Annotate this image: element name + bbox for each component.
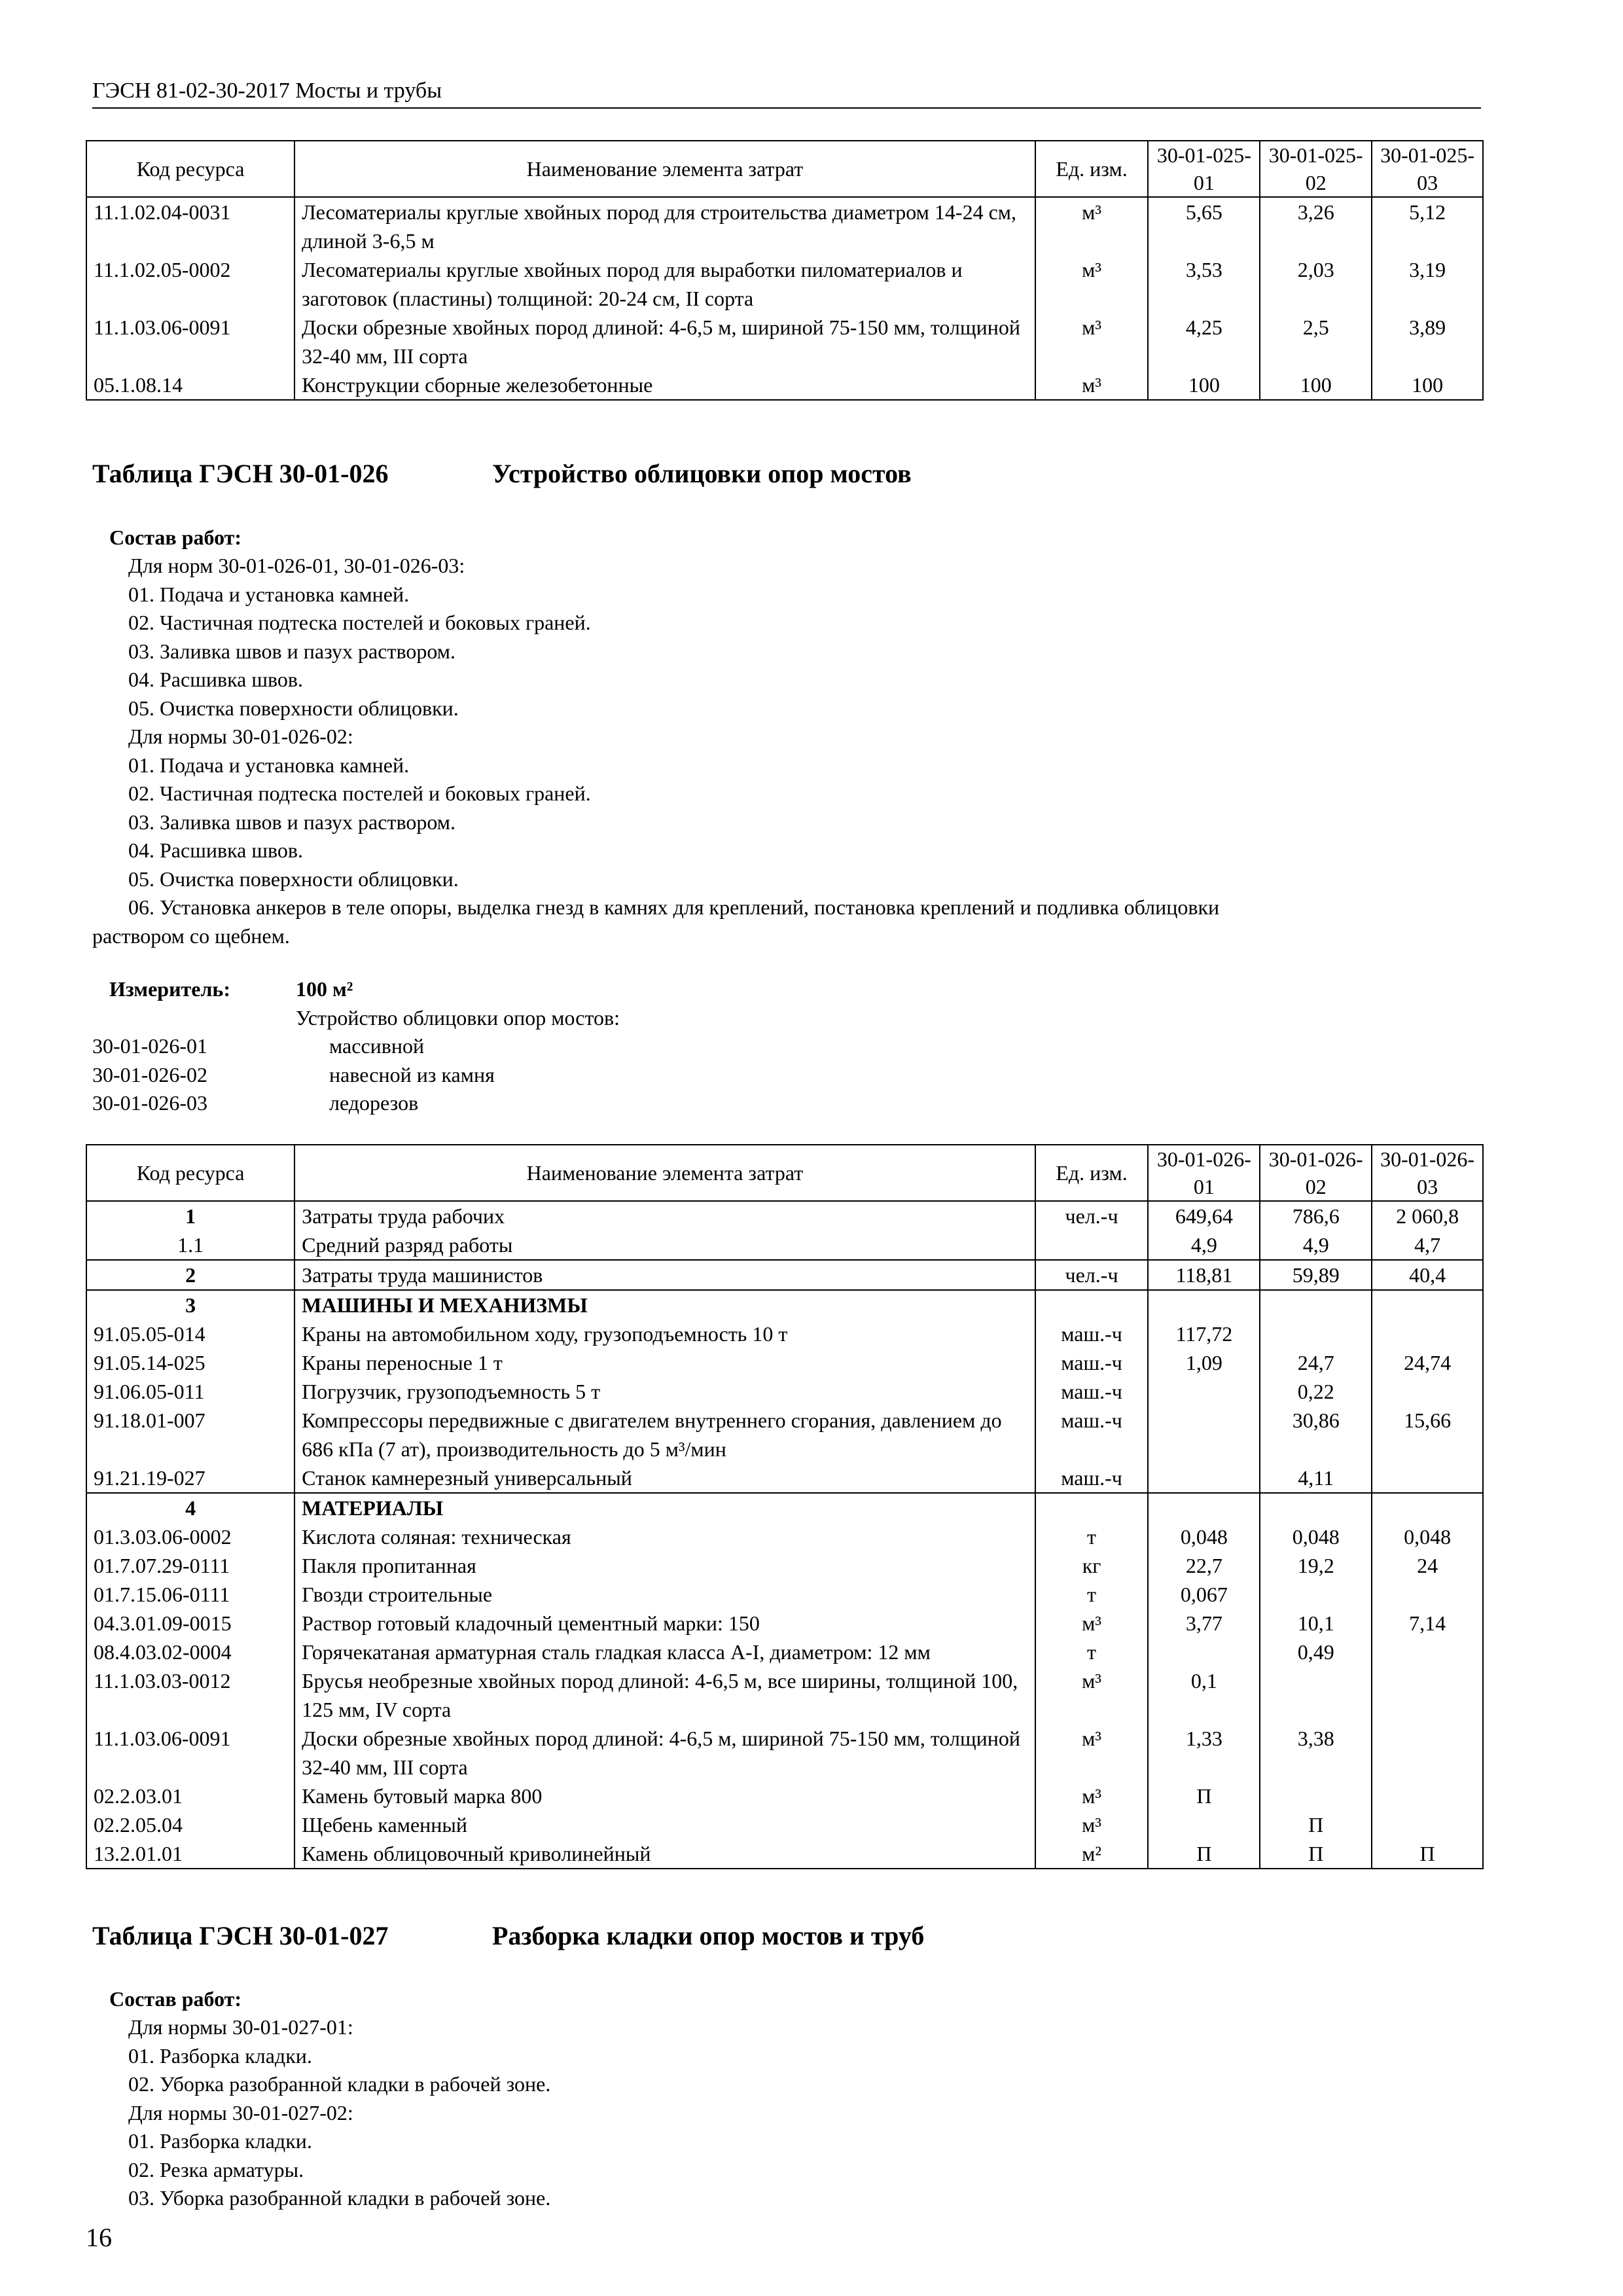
resource-name: Конструкции сборные железобетонные [294,370,1035,400]
value-cell: 117,72 [1148,1319,1260,1348]
resource-code: 02.2.03.01 [86,1782,294,1810]
resource-code: 4 [86,1493,294,1522]
table-row [86,1377,1483,1406]
value-cell: 0,067 [1148,1580,1260,1609]
table-row [86,1463,1483,1493]
value-cell: П [1260,1839,1372,1869]
value-cell: 118,81 [1148,1260,1260,1290]
resource-name: Средний разряд работы [294,1230,1035,1260]
resource-name: МАТЕРИАЛЫ [294,1493,1035,1522]
value-cell [1148,1638,1260,1666]
table-row [86,370,1483,400]
work-line: Для норм 30-01-026-01, 30-01-026-03: [128,554,465,577]
resource-name: Лесоматериалы круглые хвойных пород для строительства диаметром 14-24 см, длиной 3-6,5 м [294,197,1035,255]
unit-cell [1035,1493,1149,1522]
table-row [86,1580,1483,1609]
col-header: Ед. изм. [1035,1145,1149,1201]
col-header: Код ресурса [86,141,294,197]
value-cell [1260,1319,1372,1348]
col-header: 30-01-025-03 [1372,141,1483,197]
value-cell [1372,1319,1483,1348]
value-cell: П [1260,1810,1372,1839]
resource-code: 11.1.03.06-0091 [86,313,294,370]
unit-cell: маш.-ч [1035,1377,1149,1406]
value-cell: 7,14 [1372,1609,1483,1638]
measure-label: Измеритель: [109,977,230,1001]
resource-code: 08.4.03.02-0004 [86,1638,294,1666]
col-header: Наименование элемента затрат [294,141,1035,197]
unit-cell: маш.-ч [1035,1319,1149,1348]
unit-cell: т [1035,1638,1149,1666]
value-cell [1148,1463,1260,1493]
resource-name: Компрессоры передвижные с двигателем внутреннего сгорания, давлением до 686 кПа (7 ат), производительность до 5 м³/мин [294,1406,1035,1463]
resource-code: 11.1.02.05-0002 [86,255,294,313]
value-cell: 2,03 [1260,255,1372,313]
value-cell: 786,6 [1260,1201,1372,1230]
resource-code: 11.1.02.04-0031 [86,197,294,255]
value-cell: 2 060,8 [1372,1201,1483,1230]
table-row [86,313,1483,370]
table-row [86,1839,1483,1869]
measure-block [92,975,878,1118]
norm-code: 30-01-026-03 [92,1091,207,1115]
work-line: 06. Установка анкеров в теле опоры, выделка гнезд в камнях для креплений, постановка креплений и подливка облицовки [128,895,1220,919]
resource-name: Затраты труда машинистов [294,1260,1035,1290]
resource-name: Брусья необрезные хвойных пород длиной: 4-6,5 м, все ширины, толщиной 100, 125 мм, IV сорта [294,1666,1035,1724]
norm-row [92,1089,878,1118]
work-line: 02. Частичная подтеска постелей и боковых граней. [128,611,591,634]
value-cell: 5,12 [1372,197,1483,255]
resource-code: 91.18.01-007 [86,1406,294,1463]
resource-name: Горячекатаная арматурная сталь гладкая класса А-I, диаметром: 12 мм [294,1638,1035,1666]
value-cell: 649,64 [1148,1201,1260,1230]
page-number: 16 [86,2223,112,2252]
work-line: 01. Подача и установка камней. [128,753,410,777]
value-cell: 4,25 [1148,313,1260,370]
unit-cell: м³ [1035,1724,1149,1782]
unit-cell: м³ [1035,197,1149,255]
table-row [86,1522,1483,1551]
resource-code: 11.1.03.06-0091 [86,1724,294,1782]
table-row [86,1666,1483,1724]
unit-cell: кг [1035,1551,1149,1580]
unit-cell: м³ [1035,1609,1149,1638]
resource-table-026 [86,1144,1484,1869]
unit-cell: м³ [1035,1810,1149,1839]
work-list-026 [92,552,1220,950]
table-row [86,1609,1483,1638]
value-cell: 1,09 [1148,1348,1260,1377]
unit-cell: т [1035,1522,1149,1551]
norm-code: 30-01-026-02 [92,1062,207,1086]
unit-cell: м³ [1035,255,1149,313]
unit-cell: чел.-ч [1035,1260,1149,1290]
value-cell: 3,53 [1148,255,1260,313]
work-line: 04. Расшивка швов. [128,838,303,862]
value-cell [1372,1377,1483,1406]
table-label: Таблица ГЭСН 30-01-026 [92,459,389,488]
work-line: 03. Заливка швов и пазух раствором. [128,639,455,663]
value-cell: 24,74 [1372,1348,1483,1377]
table-name: Устройство облицовки опор мостов [492,459,912,488]
value-cell [1148,1493,1260,1522]
table-row [86,1782,1483,1810]
table-row [86,1290,1483,1319]
work-title: Состав работ: [109,1987,242,2011]
value-cell: 3,26 [1260,197,1372,255]
resource-name: Гвозди строительные [294,1580,1035,1609]
unit-cell: маш.-ч [1035,1348,1149,1377]
table-row [86,197,1483,255]
value-cell: 24 [1372,1551,1483,1580]
resource-name: Кислота соляная: техническая [294,1522,1035,1551]
value-cell: 0,048 [1148,1522,1260,1551]
norm-row [92,1061,878,1090]
resource-code: 2 [86,1260,294,1290]
work-line: 02. Частичная подтеска постелей и боковых граней. [128,781,591,805]
table-header-row [86,1145,1483,1201]
col-header: 30-01-026-02 [1260,1145,1372,1201]
resource-name: Краны переносные 1 т [294,1348,1035,1377]
unit-cell [1035,1230,1149,1260]
norm-desc: навесной из камня [329,1062,495,1086]
work-line: раствором со щебнем. [92,924,290,948]
value-cell: 24,7 [1260,1348,1372,1377]
value-cell [1372,1724,1483,1782]
value-cell [1372,1638,1483,1666]
work-line: 03. Заливка швов и пазух раствором. [128,810,455,834]
work-line: 02. Уборка разобранной кладки в рабочей зоне. [128,2072,551,2096]
value-cell [1260,1290,1372,1319]
resource-table-025 [86,140,1484,401]
work-line: 01. Разборка кладки. [128,2043,312,2068]
work-line: 01. Подача и установка камней. [128,582,410,606]
table-title-027 [92,1920,925,1951]
value-cell: 3,38 [1260,1724,1372,1782]
value-cell: 30,86 [1260,1406,1372,1463]
norm-desc: ледорезов [329,1091,419,1115]
value-cell: 4,9 [1260,1230,1372,1260]
norm-code: 30-01-026-01 [92,1034,207,1058]
work-composition-026 [109,524,241,552]
resource-name: Камень облицовочный криволинейный [294,1839,1035,1869]
value-cell: 0,048 [1260,1522,1372,1551]
unit-cell: т [1035,1580,1149,1609]
resource-name: Лесоматериалы круглые хвойных пород для выработки пиломатериалов и заготовок (пластины) толщиной: 20-24 см, II сорта [294,255,1035,313]
resource-code: 02.2.05.04 [86,1810,294,1839]
unit-cell [1035,1290,1149,1319]
col-header: 30-01-026-03 [1372,1145,1483,1201]
resource-code: 91.21.19-027 [86,1463,294,1493]
unit-cell: м³ [1035,313,1149,370]
resource-code: 01.7.07.29-0111 [86,1551,294,1580]
value-cell: 100 [1260,370,1372,400]
unit-cell: м³ [1035,1666,1149,1724]
resource-name: Щебень каменный [294,1810,1035,1839]
col-header: 30-01-026-01 [1148,1145,1260,1201]
value-cell: 19,2 [1260,1551,1372,1580]
value-cell: 4,11 [1260,1463,1372,1493]
work-line: 02. Резка арматуры. [128,2157,304,2181]
resource-code: 04.3.01.09-0015 [86,1609,294,1638]
value-cell [1148,1377,1260,1406]
table-row [86,1260,1483,1290]
table-row [86,1493,1483,1522]
resource-name: Затраты труда рабочих [294,1201,1035,1230]
unit-cell: м³ [1035,1782,1149,1810]
measure-desc: Устройство облицовки опор мостов: [296,1005,620,1030]
work-line: 03. Уборка разобранной кладки в рабочей зоне. [128,2186,551,2210]
norm-desc: массивной [329,1034,425,1058]
col-header: 30-01-025-01 [1148,141,1260,197]
value-cell: 3,19 [1372,255,1483,313]
value-cell: 0,22 [1260,1377,1372,1406]
value-cell: 5,65 [1148,197,1260,255]
value-cell: 2,5 [1260,313,1372,370]
value-cell: 3,77 [1148,1609,1260,1638]
col-header: 30-01-025-02 [1260,141,1372,197]
table-row [86,1201,1483,1230]
work-line: Для нормы 30-01-027-02: [128,2100,353,2125]
table-row [86,1348,1483,1377]
table-row [86,1230,1483,1260]
table-header-row [86,141,1483,197]
value-cell: 100 [1372,370,1483,400]
resource-code: 11.1.03.03-0012 [86,1666,294,1724]
table-label: Таблица ГЭСН 30-01-027 [92,1921,389,1950]
unit-cell: маш.-ч [1035,1463,1149,1493]
resource-code: 01.3.03.06-0002 [86,1522,294,1551]
resource-code: 13.2.01.01 [86,1839,294,1869]
resource-name: Доски обрезные хвойных пород длиной: 4-6,5 м, шириной 75-150 мм, толщиной 32-40 мм, III сорта [294,1724,1035,1782]
work-composition-027 [109,1985,241,2014]
value-cell: 3,89 [1372,313,1483,370]
resource-name: Камень бутовый марка 800 [294,1782,1035,1810]
unit-cell: маш.-ч [1035,1406,1149,1463]
value-cell: П [1148,1782,1260,1810]
resource-name: Раствор готовый кладочный цементный марки: 150 [294,1609,1035,1638]
value-cell: П [1148,1839,1260,1869]
col-header: Наименование элемента затрат [294,1145,1035,1201]
table-row [86,1319,1483,1348]
value-cell [1372,1666,1483,1724]
value-cell [1372,1810,1483,1839]
value-cell [1260,1493,1372,1522]
norm-row [92,1032,878,1061]
resource-code: 91.05.14-025 [86,1348,294,1377]
value-cell [1148,1290,1260,1319]
unit-cell: чел.-ч [1035,1201,1149,1230]
value-cell: 22,7 [1148,1551,1260,1580]
work-line: 05. Очистка поверхности облицовки. [128,696,459,720]
work-line: 01. Разборка кладки. [128,2129,312,2153]
value-cell [1260,1666,1372,1724]
value-cell: 59,89 [1260,1260,1372,1290]
resource-name: Станок камнерезный универсальный [294,1463,1035,1493]
value-cell: 1,33 [1148,1724,1260,1782]
col-header: Ед. изм. [1035,141,1149,197]
table-row [86,1724,1483,1782]
resource-code: 91.05.05-014 [86,1319,294,1348]
work-title: Состав работ: [109,526,242,549]
resource-name: Погрузчик, грузоподъемность 5 т [294,1377,1035,1406]
value-cell: 4,9 [1148,1230,1260,1260]
resource-name: МАШИНЫ И МЕХАНИЗМЫ [294,1290,1035,1319]
value-cell: П [1372,1839,1483,1869]
table-row [86,255,1483,313]
value-cell: 0,49 [1260,1638,1372,1666]
value-cell [1372,1290,1483,1319]
resource-name: Пакля пропитанная [294,1551,1035,1580]
value-cell [1372,1580,1483,1609]
resource-code: 91.06.05-011 [86,1377,294,1406]
value-cell: 0,1 [1148,1666,1260,1724]
work-line: Для нормы 30-01-027-01: [128,2015,353,2039]
resource-name: Краны на автомобильном ходу, грузоподъемность 10 т [294,1319,1035,1348]
value-cell [1372,1463,1483,1493]
resource-code: 3 [86,1290,294,1319]
work-list-027 [128,2013,550,2213]
value-cell [1372,1493,1483,1522]
value-cell [1148,1406,1260,1463]
resource-code: 05.1.08.14 [86,370,294,400]
page-header: ГЭСН 81-02-30-2017 Мосты и трубы [92,79,1481,109]
resource-code: 1.1 [86,1230,294,1260]
resource-code: 01.7.15.06-0111 [86,1580,294,1609]
table-row [86,1810,1483,1839]
table-title-026 [92,458,912,489]
resource-name: Доски обрезные хвойных пород длиной: 4-6,5 м, шириной 75-150 мм, толщиной 32-40 мм, III сорта [294,313,1035,370]
unit-cell: м³ [1035,370,1149,400]
col-header: Код ресурса [86,1145,294,1201]
value-cell [1260,1580,1372,1609]
work-line: Для нормы 30-01-026-02: [128,725,353,748]
table-row [86,1406,1483,1463]
work-line: 04. Расшивка швов. [128,668,303,691]
value-cell: 15,66 [1372,1406,1483,1463]
unit-cell: м² [1035,1839,1149,1869]
value-cell [1260,1782,1372,1810]
value-cell [1148,1810,1260,1839]
measure-value: 100 м² [296,977,353,1001]
value-cell: 4,7 [1372,1230,1483,1260]
value-cell: 100 [1148,370,1260,400]
table-row [86,1638,1483,1666]
value-cell: 0,048 [1372,1522,1483,1551]
work-line: 05. Очистка поверхности облицовки. [128,867,459,891]
table-name: Разборка кладки опор мостов и труб [492,1921,925,1950]
value-cell: 10,1 [1260,1609,1372,1638]
resource-code: 1 [86,1201,294,1230]
table-row [86,1551,1483,1580]
value-cell [1372,1782,1483,1810]
value-cell: 40,4 [1372,1260,1483,1290]
